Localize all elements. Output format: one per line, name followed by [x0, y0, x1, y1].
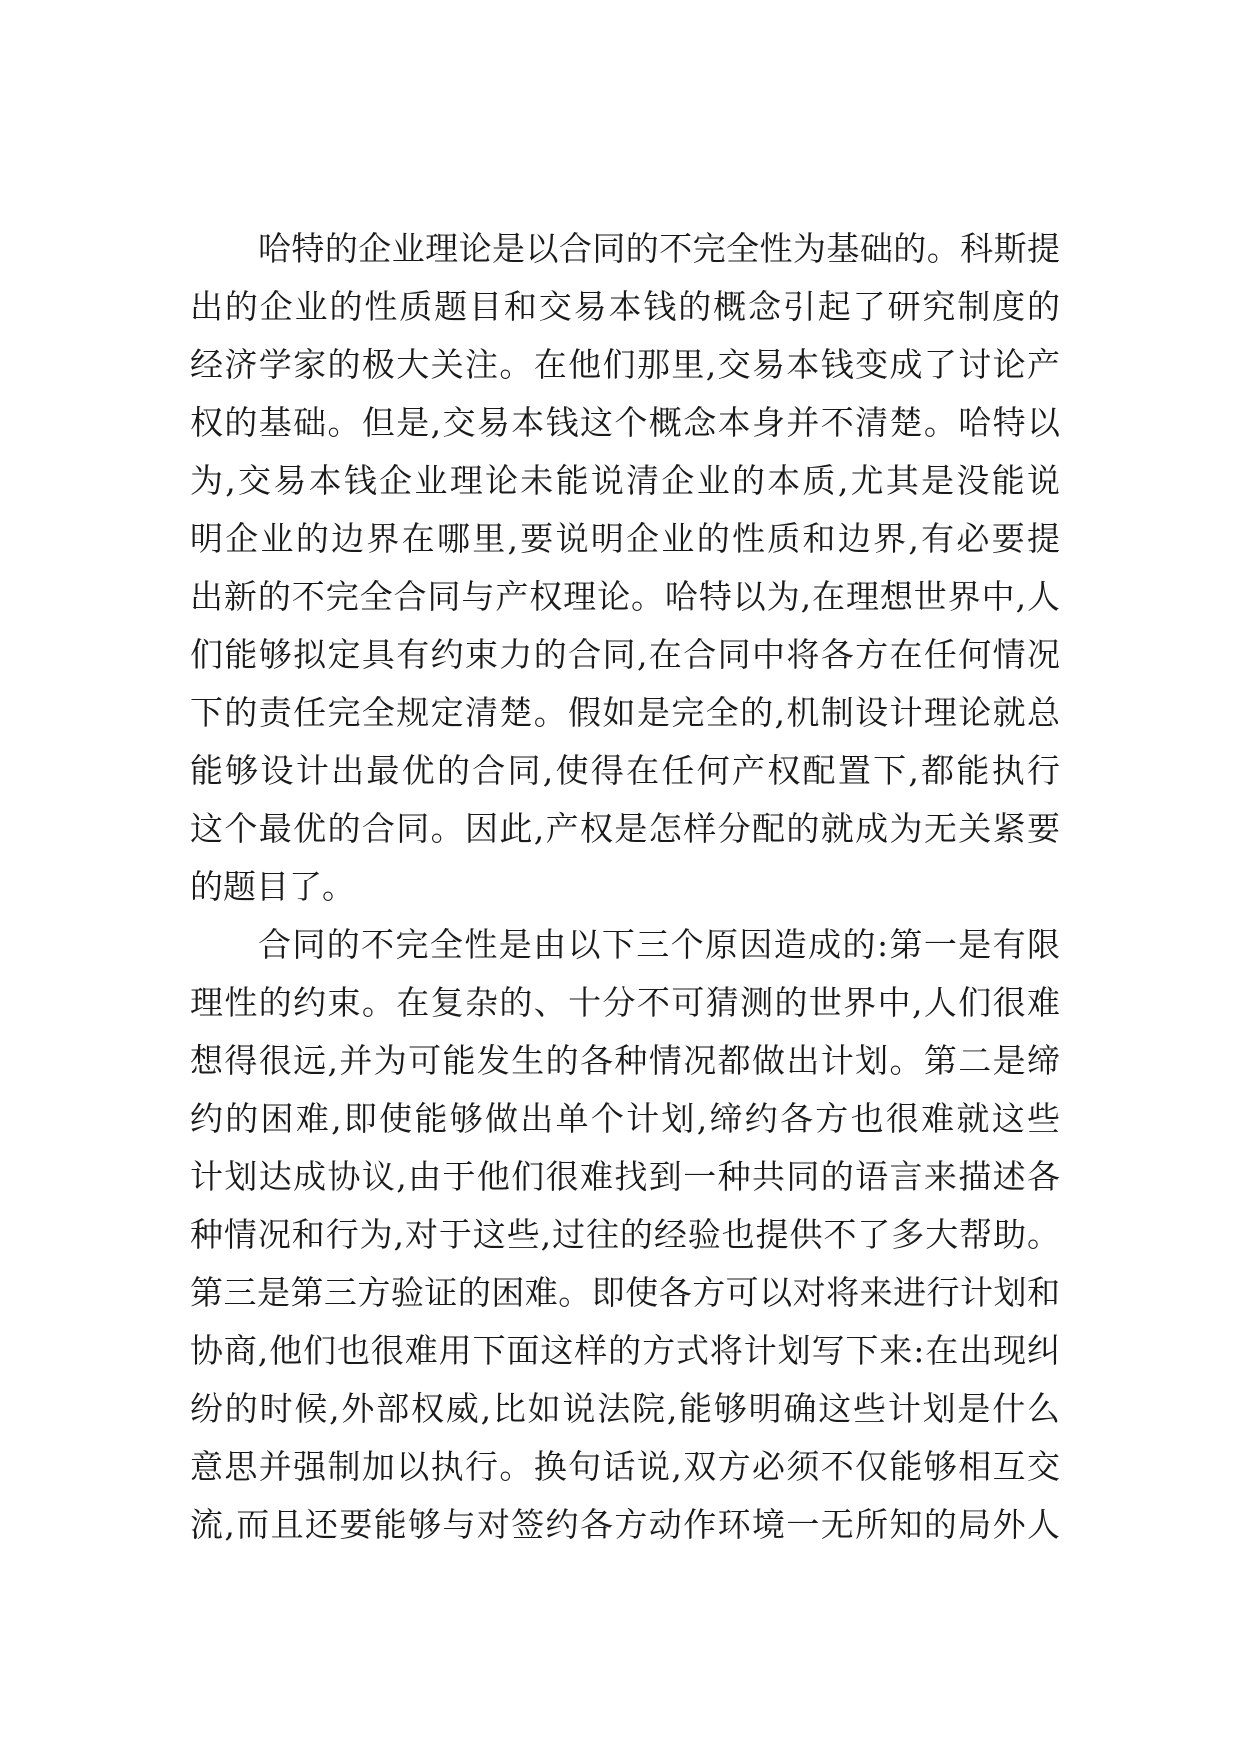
- text-line: 计划达成协议,由于他们很难找到一种共同的语言来描述各: [190, 1157, 1060, 1196]
- text-line: 为,交易本钱企业理论未能说清企业的本质,尤其是没能说: [190, 461, 1060, 500]
- paragraph-1: [190, 220, 1060, 916]
- document-body: [190, 220, 1060, 1554]
- text-line: 出新的不完全合同与产权理论。哈特以为,在理想世界中,人: [190, 577, 1060, 616]
- text-line: 能够设计出最优的合同,使得在任何产权配置下,都能执行: [190, 751, 1060, 790]
- text-line: 合同的不完全性是由以下三个原因造成的:第一是有限: [258, 925, 1060, 964]
- text-line: 协商,他们也很难用下面这样的方式将计划写下来:在出现纠: [190, 1331, 1060, 1370]
- text-line: 流,而且还要能够与对签约各方动作环境一无所知的局外人: [190, 1505, 1060, 1544]
- text-line: 明企业的边界在哪里,要说明企业的性质和边界,有必要提: [190, 519, 1060, 558]
- text-line: 出的企业的性质题目和交易本钱的概念引起了研究制度的: [190, 287, 1060, 326]
- text-line: 意思并强制加以执行。换句话说,双方必须不仅能够相互交: [190, 1447, 1060, 1486]
- text-line: 的题目了。: [190, 867, 355, 906]
- text-line: 纷的时候,外部权威,比如说法院,能够明确这些计划是什么: [190, 1389, 1060, 1428]
- text-line: 想得很远,并为可能发生的各种情况都做出计划。第二是缔: [190, 1041, 1060, 1080]
- paragraph-2: [190, 916, 1060, 1554]
- text-line: 权的基础。但是,交易本钱这个概念本身并不清楚。哈特以: [190, 403, 1060, 442]
- text-line: 种情况和行为,对于这些,过往的经验也提供不了多大帮助。: [190, 1215, 1060, 1254]
- text-line: 理性的约束。在复杂的、十分不可猜测的世界中,人们很难: [190, 983, 1060, 1022]
- text-line: 哈特的企业理论是以合同的不完全性为基础的。科斯提: [258, 229, 1060, 268]
- text-line: 第三是第三方验证的困难。即使各方可以对将来进行计划和: [190, 1273, 1060, 1312]
- text-line: 约的困难,即使能够做出单个计划,缔约各方也很难就这些: [190, 1099, 1060, 1138]
- text-line: 经济学家的极大关注。在他们那里,交易本钱变成了讨论产: [190, 345, 1060, 384]
- text-line: 这个最优的合同。因此,产权是怎样分配的就成为无关紧要: [190, 809, 1060, 848]
- text-line: 们能够拟定具有约束力的合同,在合同中将各方在任何情况: [190, 635, 1060, 674]
- text-line: 下的责任完全规定清楚。假如是完全的,机制设计理论就总: [190, 693, 1060, 732]
